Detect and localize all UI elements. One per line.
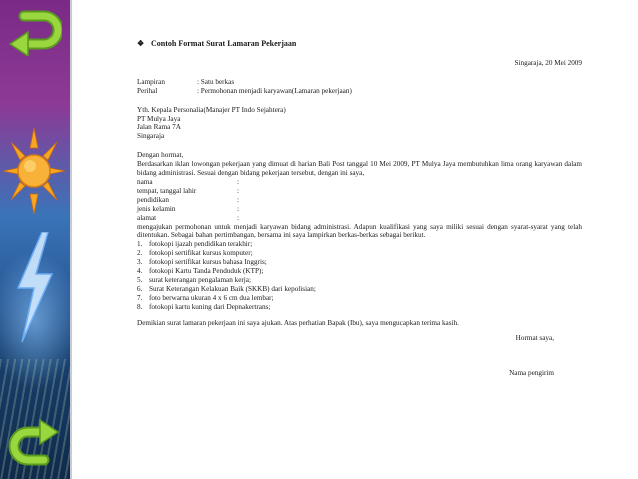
list-text: foto berwarna ukuran 4 x 6 cm dua lembar; <box>149 293 274 302</box>
list-text: fotokopi kartu kuning dari Depnakertrans; <box>149 302 271 311</box>
field-colon: : <box>237 213 239 222</box>
greeting: Dengan hormat, <box>137 151 184 160</box>
list-number: 4. <box>137 267 143 276</box>
diamond-bullet-icon: ❖ <box>137 39 145 48</box>
list-number: 1. <box>137 240 143 249</box>
field-row <box>137 196 582 205</box>
list-text: fotokopi sertifikat kursus komputer; <box>149 249 253 258</box>
recipient-line: Yth. Kepala Personalia(Manajer PT Indo Sejahtera) <box>137 105 286 114</box>
meta-label: Lampiran <box>137 77 165 86</box>
field-colon: : <box>237 204 239 213</box>
meta-row <box>137 78 582 87</box>
letter-meta <box>137 78 582 96</box>
list-item <box>137 267 582 276</box>
list-text: Surat Keterangan Kelakuan Baik (SKKB) dari kepolisian; <box>149 284 316 293</box>
list-text: fotokopi sertifikat kursus bahasa Inggris; <box>149 258 267 267</box>
meta-value: : Satu berkas <box>197 77 235 86</box>
list-item <box>137 303 582 312</box>
letter-page <box>72 0 638 479</box>
list-item <box>137 249 582 258</box>
list-text: surat keterangan pengalaman kerja; <box>149 275 251 284</box>
recipient-line: PT Mulya Jaya <box>137 114 181 123</box>
recipient-line: Singaraja <box>137 132 165 141</box>
meta-label: Perihal <box>137 86 158 95</box>
field-row <box>137 178 582 187</box>
list-item <box>137 258 582 267</box>
list-item <box>137 240 582 249</box>
meta-value: : Permohonan menjadi karyawan(Lamaran pekerjaan) <box>197 86 352 95</box>
list-item <box>137 285 582 294</box>
field-label: nama <box>137 177 153 186</box>
list-number: 2. <box>137 249 143 258</box>
list-number: 8. <box>137 302 143 311</box>
list-item <box>137 276 582 285</box>
field-colon: : <box>237 195 239 204</box>
intro-paragraph: Berdasarkan iklan lowongan pekerjaan yang dimuat di harian Bali Post tanggal 10 Mei 2009, PT Mulya Jaya membutuhkan lima orang karyawan dalam bidang administrasi. Sesuai dengan bidang pekerjaan tersebut, dengan ini saya, <box>137 160 582 178</box>
list-number: 3. <box>137 258 143 267</box>
list-text: fotokopi ijazah pendidikan terakhir; <box>149 240 253 249</box>
field-row <box>137 187 582 196</box>
recipient-line: Jalan Rama 7A <box>137 123 181 132</box>
letter-document <box>137 40 582 378</box>
body-paragraph: mengajukan permohonan untuk menjadi karyawan bidang administrasi. Adapun kualifikasi yang saya miliki sesuai dengan syarat-syarat yang telah ditentukan. Sebagai bahan pertimbangan, bersama ini saya lampirkan berkas-berkas sebagai berikut. <box>137 222 582 240</box>
decorative-sidebar <box>0 0 70 479</box>
list-number: 7. <box>137 293 143 302</box>
field-label: pendidikan <box>137 195 169 204</box>
heading-title: Contoh Format Surat Lamaran Pekerjaan <box>151 39 297 48</box>
field-colon: : <box>237 177 239 186</box>
attachment-list <box>137 240 582 311</box>
field-label: tempat, tanggal lahir <box>137 186 197 195</box>
back-arrow-icon[interactable] <box>6 10 62 56</box>
meta-row <box>137 87 582 96</box>
list-number: 6. <box>137 284 143 293</box>
sun-icon <box>3 128 65 214</box>
applicant-fields <box>137 178 582 223</box>
sender-signature: Nama pengirim <box>509 369 554 378</box>
field-colon: : <box>237 186 239 195</box>
regards: Hormat saya, <box>515 334 554 343</box>
list-number: 5. <box>137 275 143 284</box>
field-row <box>137 205 582 214</box>
recipient-block <box>137 106 582 142</box>
closing-paragraph: Demikian surat lamaran pekerjaan ini saya ajukan. Atas perhatian Bapak (Ibu), saya mengucapkan terima kasih. <box>137 318 459 327</box>
field-row <box>137 214 582 223</box>
list-item <box>137 294 582 303</box>
field-label: jenis kelamin <box>137 204 176 213</box>
field-label: alamat <box>137 213 157 222</box>
lightning-icon <box>12 232 56 342</box>
forward-arrow-icon[interactable] <box>6 412 62 468</box>
place-date: Singaraja, 20 Mei 2009 <box>514 58 582 67</box>
letter-heading <box>137 40 582 49</box>
list-text: fotokopi Kartu Tanda Penduduk (KTP); <box>149 267 264 276</box>
